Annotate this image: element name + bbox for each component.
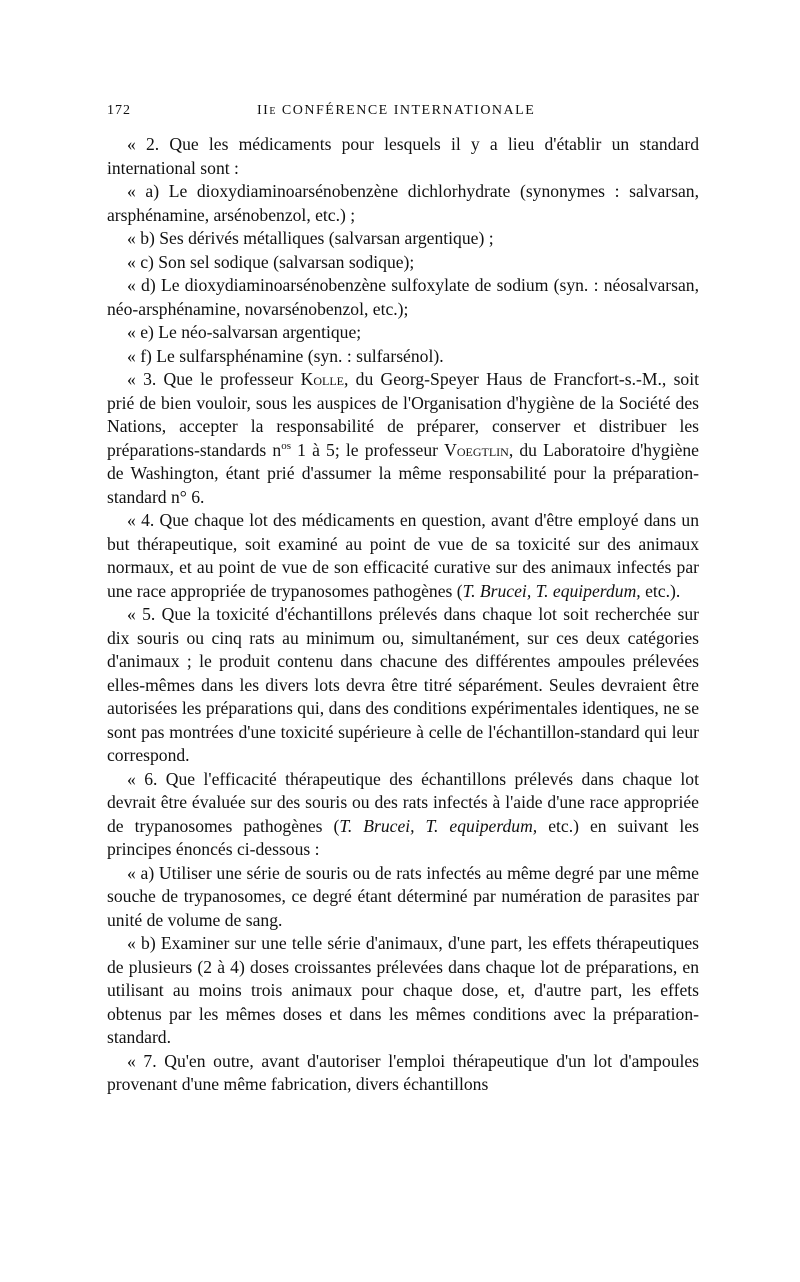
paragraph-5: « 5. Que la toxicité d'échantillons prélevés dans chaque lot soit recherchée sur dix souris ou cinq rats au minimum ou, simultanément, sur ces deux catégories d'animaux ; le produit contenu dans chacune des différentes ampoules prélevées elles-mêmes dans les divers lots devra être titré séparément. Seules devraient être autorisées les préparations qui, dans des conditions expérimentales identiques, ne se sont pas montrées d'une toxicité supérieure à celle de l'échantillon-standard qui leur correspond. [107, 604, 699, 765]
paragraph-7: « 7. Qu'en outre, avant d'autoriser l'emploi thérapeutique d'un lot d'ampoules provenant d'une même fabrication, divers échantillons [107, 1050, 699, 1094]
paragraph: « b) Ses dérivés métalliques (salvarsan argentique) ; [127, 228, 494, 248]
page-number: 172 [107, 103, 131, 118]
paragraph-6a: « a) Utiliser une série de souris ou de rats infectés au même degré par une même souche de trypanosomes, ce degré étant déterminé par numération de parasites par unité de volume de sang. [107, 862, 699, 930]
paragraph-6b: « b) Examiner sur une telle série d'animaux, d'une part, les effets thérapeutiques de plusieurs (2 à 4) doses croissantes prélevées dans chaque lot de préparations, en utilisant au moins trois animaux pour chaque dose, et, d'autre part, les effets obtenus par les mêmes doses et dans les mêmes conditions avec la préparation-standard. [107, 933, 699, 1047]
paragraph: « 2. Que les médicaments pour lesquels il y a lieu d'établir un standard international sont : [107, 134, 699, 178]
name-kolle: Kolle [300, 369, 344, 389]
superscript: os [281, 439, 291, 452]
p3-text: 1 à 5; le professeur [291, 439, 445, 460]
p3-text: , du Georg-Speyer Haus de Francfort-s.-M., soit prié de bien vouloir, sous les auspices de l'Organisation d'hygiène de la Société des Nations, accepter la responsabilité de préparer, conserver et distribuer les préparations-standards n [107, 369, 700, 460]
species-names: T. Brucei, T. equiperdum, [462, 580, 641, 601]
paragraph: « a) Le dioxydiaminoarsénobenzène dichlorhydrate (synonymes : salvarsan, arsphénamine, arsénobenzol, etc.) ; [107, 181, 699, 225]
p4-text: etc.). [640, 580, 681, 601]
paragraph-3 [107, 368, 699, 509]
p4-text: « 4. Que chaque lot des médicaments en question, avant d'être employé dans un but thérapeutique, soit examiné au point de vue de sa toxicité sur des animaux normaux, et au point de vue de son efficacité curative sur des animaux infectés par une race appropriée de trypanosomes pathogènes ( [107, 510, 699, 601]
paragraph: « f) Le sulfarsphénamine (syn. : sulfarsénol). [127, 345, 444, 366]
paragraph-6 [107, 768, 699, 862]
p6-text: etc.) en suivant les principes énoncés ci-dessous : [107, 815, 699, 859]
paragraph: « e) Le néo-salvarsan argentique; [127, 322, 362, 342]
p6-text: « 6. Que l'efficacité thérapeutique des échantillons prélevés dans chaque lot devrait être évaluée sur des souris ou des rats infectés à l'aide d'une race appropriée de trypanosomes pathogènes ( [107, 768, 699, 836]
p3-text: , du Laboratoire d'hygiène de Washington, étant prié d'assumer la même responsabilité pour la préparation-standard n° 6. [107, 439, 699, 507]
species-names: T. Brucei, T. equiperdum, [339, 815, 538, 836]
p3-text: « 3. Que le professeur [127, 369, 301, 389]
running-title: IIe CONFÉRENCE INTERNATIONALE [257, 103, 536, 118]
name-voegtlin: Voegtlin [444, 439, 509, 460]
page-header [107, 103, 699, 125]
paragraph: « c) Son sel sodique (salvarsan sodique); [127, 251, 415, 272]
paragraph-4 [107, 509, 699, 603]
body-text [107, 133, 699, 1097]
paragraph: « d) Le dioxydiaminoarsénobenzène sulfoxylate de sodium (syn. : néosalvarsan, néo-arsphénamine, novarsénobenzol, etc.); [107, 275, 699, 319]
